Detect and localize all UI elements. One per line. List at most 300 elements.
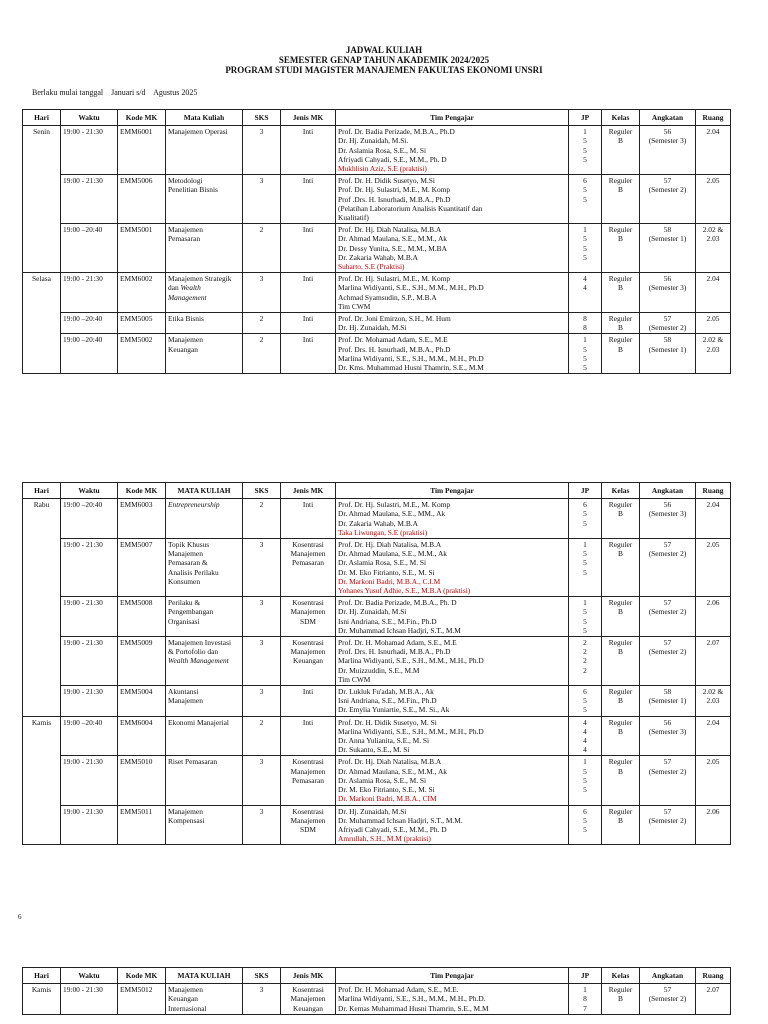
room-cell xyxy=(696,805,731,845)
italic-term: Wealth xyxy=(180,283,201,293)
course-code-cell: EMM5007 xyxy=(118,539,166,597)
room-cell xyxy=(696,224,731,273)
cell-line: 2.03 xyxy=(706,696,720,706)
day-cell: Senin xyxy=(23,126,61,273)
cohort-cell xyxy=(640,334,696,374)
teaching-team-cell xyxy=(336,716,569,756)
table-row xyxy=(23,175,731,224)
cell-line: 5 xyxy=(583,625,587,635)
column-header: Waktu xyxy=(61,110,118,126)
cell-line: 6 xyxy=(583,806,587,816)
class-cell xyxy=(602,686,640,717)
lecturer-name: Dr. Markoni Badri, M.B.A., C.I.M xyxy=(338,576,441,586)
cell-line: 2.02 & xyxy=(702,687,724,697)
cell-line: B xyxy=(618,509,623,519)
cell-line: (Semester 1) xyxy=(648,234,687,244)
cell-line: 2.02 & xyxy=(702,335,724,345)
cell-line: Kosentrasi xyxy=(292,985,324,995)
time-cell: 19:00 –20:40 xyxy=(61,499,118,539)
table-header-row xyxy=(23,483,731,499)
jp-cell xyxy=(569,686,602,717)
column-header: Hari xyxy=(23,110,61,126)
time-cell: 19:00 –20:40 xyxy=(61,224,118,273)
day-cell: Kamis xyxy=(23,716,61,845)
lecturer-name: Isni Andriana, S.E., M.Fin., Ph.D xyxy=(338,616,437,626)
course-name-line: Manajemen xyxy=(168,806,203,816)
cell-line: SDM xyxy=(299,616,317,626)
time-cell: 19:00 - 21:30 xyxy=(61,273,118,313)
column-header: JP xyxy=(569,110,602,126)
cell-line: 6 xyxy=(583,687,587,697)
jp-cell xyxy=(569,597,602,637)
cell-line: 2 xyxy=(583,638,587,648)
cell-line: 4 xyxy=(583,736,587,746)
lecturer-name: Prof. Dr. Hj. Sulastri, M.E., M. Komp xyxy=(338,274,451,284)
cohort-cell xyxy=(640,175,696,224)
cell-line: Keuangan xyxy=(293,656,323,666)
course-name-line: Ekonomi Manajerial xyxy=(168,717,229,727)
cell-line: 2.05 xyxy=(706,314,720,324)
cell-line: Manajemen xyxy=(290,647,326,657)
cell-line: 4 xyxy=(583,745,587,755)
course-type-cell xyxy=(281,637,336,686)
cell-line: (Semester 3) xyxy=(648,136,687,146)
sks-cell: 3 xyxy=(243,539,281,597)
cell-line: B xyxy=(618,323,623,333)
cell-line: B xyxy=(618,607,623,617)
course-type-cell xyxy=(281,756,336,805)
cell-line: B xyxy=(618,136,623,146)
sks-cell: 3 xyxy=(243,597,281,637)
cell-line: 58 xyxy=(663,225,672,235)
cell-line: Kosentrasi xyxy=(292,757,324,767)
cell-line: 8 xyxy=(583,994,587,1004)
cohort-cell xyxy=(640,539,696,597)
time-cell: 19:00 –20:40 xyxy=(61,334,118,374)
teaching-team-cell xyxy=(336,273,569,313)
lecturer-name: Prof. Dr. H. Mohamad Adam, S.E., M.E xyxy=(338,638,457,648)
lecturer-name: Dr. Anna Yulianita, S.E., M. Si xyxy=(338,736,430,746)
cell-line: (Semester 1) xyxy=(648,344,687,354)
class-cell xyxy=(602,273,640,313)
course-type-cell xyxy=(281,126,336,175)
course-name-cell xyxy=(166,539,243,597)
time-cell: 19:00 –20:40 xyxy=(61,716,118,756)
cell-line: Reguler xyxy=(608,638,633,648)
lecturer-name: (Pelatihan Laboratorium Analisis Kuantitatif dan xyxy=(338,203,483,213)
cell-line: 7 xyxy=(583,1003,587,1013)
course-type-cell xyxy=(281,984,336,1015)
cell-line: 8 xyxy=(583,323,587,333)
course-code-cell: EMM5012 xyxy=(118,984,166,1015)
column-header: Angkatan xyxy=(640,968,696,984)
cohort-cell xyxy=(640,499,696,539)
course-name-line: Riset Pemasaran xyxy=(168,757,218,767)
room-cell xyxy=(696,686,731,717)
lecturer-name: Dr. Ahmad Maulana, S.E., M.M., Ak xyxy=(338,766,448,776)
lecturer-name: Dr. Muhammad Ichsan Hadjri, S.T., M.M xyxy=(338,625,461,635)
cell-line: 57 xyxy=(663,540,672,550)
column-header: MATA KULIAH xyxy=(166,968,243,984)
course-name-line: Internasional xyxy=(168,1003,207,1013)
column-header: Ruang xyxy=(696,483,731,499)
cell-line: 5 xyxy=(583,607,587,617)
cell-line: 2 xyxy=(583,665,587,675)
room-cell xyxy=(696,637,731,686)
lecturer-name: Marlina Widiyanti, S.E., S.H., M.M., M.H., Ph.D. xyxy=(338,994,486,1004)
column-header: MATA KULIAH xyxy=(166,483,243,499)
table-row xyxy=(23,313,731,334)
jp-cell xyxy=(569,313,602,334)
course-type-cell xyxy=(281,805,336,845)
course-code-cell: EMM6002 xyxy=(118,273,166,313)
table-row xyxy=(23,539,731,597)
lecturer-name: Dr. Hj. Zunaidah, M.Si xyxy=(338,323,407,333)
cell-line: 5 xyxy=(583,696,587,706)
column-header: Kode MK xyxy=(118,483,166,499)
doc-subtitle-semester: SEMESTER GENAP TAHUN AKADEMIK 2024/2025 xyxy=(278,55,490,65)
cell-line: Reguler xyxy=(608,314,633,324)
teaching-team-cell xyxy=(336,175,569,224)
cell-line: B xyxy=(618,696,623,706)
lecturer-name: Prof. Dr. Mohamad Adam, S.E., M.E xyxy=(338,335,448,345)
lecturer-name: Yohanes Yusuf Adhie, S.E., M.B.A (praktisi) xyxy=(338,586,471,596)
cell-line: 5 xyxy=(583,363,587,373)
room-cell xyxy=(696,273,731,313)
column-header: Hari xyxy=(23,968,61,984)
lecturer-name: Dr. M. Eko Fitrianto, S.E., M. Si xyxy=(338,567,435,577)
cell-line: 5 xyxy=(583,234,587,244)
cell-line: B xyxy=(618,815,623,825)
teaching-team-cell xyxy=(336,984,569,1015)
cell-line: Inti xyxy=(302,500,314,510)
jp-cell xyxy=(569,984,602,1015)
cell-line: Reguler xyxy=(608,500,633,510)
cohort-cell xyxy=(640,597,696,637)
course-name-cell xyxy=(166,597,243,637)
table-row xyxy=(23,637,731,686)
cell-line: Inti xyxy=(302,225,314,235)
time-cell: 19:00 - 21:30 xyxy=(61,637,118,686)
cell-line: 1 xyxy=(583,985,587,995)
cell-line: Kosentrasi xyxy=(292,540,324,550)
cell-line: Kosentrasi xyxy=(292,598,324,608)
course-name-line: Topik Khusus xyxy=(168,540,210,550)
cell-line: (Semester 3) xyxy=(648,509,687,519)
cell-line: Reguler xyxy=(608,985,633,995)
column-header: Waktu xyxy=(61,968,118,984)
jp-cell xyxy=(569,539,602,597)
course-name-line: Penelitian Bisnis xyxy=(168,185,218,195)
room-cell xyxy=(696,597,731,637)
time-cell: 19:00 - 21:30 xyxy=(61,175,118,224)
lecturer-name: Prof. Dr. Hj. Diah Natalisa, M.B.A xyxy=(338,757,442,767)
course-name-cell xyxy=(166,334,243,374)
italic-term: Management xyxy=(168,292,207,302)
course-name-line xyxy=(168,293,240,302)
course-type-cell xyxy=(281,597,336,637)
table-row xyxy=(23,984,731,1015)
course-name-line: Analisis Perilaku xyxy=(168,567,219,577)
jp-cell xyxy=(569,716,602,756)
sks-cell: 2 xyxy=(243,334,281,374)
course-name-line: Keuangan xyxy=(168,344,198,354)
course-name-line: Manajemen Operasi xyxy=(168,127,228,137)
class-cell xyxy=(602,637,640,686)
class-cell xyxy=(602,126,640,175)
lecturer-name: Afriyadi Cahyadi, S.E., M.M., Ph. D xyxy=(338,824,447,834)
cell-line: Manajemen xyxy=(290,994,326,1004)
course-type-cell xyxy=(281,686,336,717)
lecturer-name: Achmad Syamsudin, S.P., M.B.A xyxy=(338,292,437,302)
cell-line: 58 xyxy=(663,687,672,697)
cell-line: Reguler xyxy=(608,687,633,697)
course-name-line xyxy=(168,500,240,509)
day-cell: Selasa xyxy=(23,273,61,374)
lecturer-name: Taka Liwungan, S.E (praktisi) xyxy=(338,527,428,537)
cell-line: 5 xyxy=(583,145,587,155)
course-code-cell: EMM5002 xyxy=(118,334,166,374)
course-name-cell xyxy=(166,126,243,175)
cohort-cell xyxy=(640,756,696,805)
cell-line: Reguler xyxy=(608,598,633,608)
course-type-cell xyxy=(281,273,336,313)
cell-line: (Semester 2) xyxy=(648,549,687,559)
teaching-team-cell xyxy=(336,539,569,597)
cell-line: 1 xyxy=(583,127,587,137)
cohort-cell xyxy=(640,273,696,313)
lecturer-name: Dr. Aslamia Rosa, S.E., M. Si xyxy=(338,775,427,785)
cell-line: Manajemen xyxy=(290,607,326,617)
cell-line: 2.07 xyxy=(706,638,720,648)
column-header: Ruang xyxy=(696,968,731,984)
course-name-cell xyxy=(166,686,243,717)
column-header: Angkatan xyxy=(640,110,696,126)
column-header: Tim Pengajar xyxy=(336,110,569,126)
cell-line: (Semester 2) xyxy=(648,607,687,617)
column-header: SKS xyxy=(243,110,281,126)
cell-line: 5 xyxy=(583,185,587,195)
jp-cell xyxy=(569,175,602,224)
lecturer-name: Dr. Kms. Muhammad Husni Thamrin, S.E., M.M xyxy=(338,363,484,373)
cell-line: Manajemen xyxy=(290,549,326,559)
column-header: Kelas xyxy=(602,110,640,126)
teaching-team-cell xyxy=(336,313,569,334)
cell-line: (Semester 2) xyxy=(648,766,687,776)
course-name-line: Keuangan xyxy=(168,994,198,1004)
sks-cell: 3 xyxy=(243,126,281,175)
cohort-cell xyxy=(640,637,696,686)
course-name-line: Pemasaran xyxy=(168,234,201,244)
lecturer-name: Tim CWM xyxy=(338,301,371,311)
cell-line: 4 xyxy=(583,283,587,293)
class-cell xyxy=(602,756,640,805)
cell-line: 2 xyxy=(583,656,587,666)
course-name-line: & Portofolio dan xyxy=(168,647,219,657)
sks-cell: 3 xyxy=(243,175,281,224)
cell-line: 1 xyxy=(583,335,587,345)
cell-line: 56 xyxy=(663,274,672,284)
class-cell xyxy=(602,334,640,374)
lecturer-name: Dr. Dessy Yunita, S.E., M.M., M.BA xyxy=(338,243,447,253)
cell-line: Inti xyxy=(302,314,314,324)
jp-cell xyxy=(569,126,602,175)
column-header: Kelas xyxy=(602,483,640,499)
cell-line: 4 xyxy=(583,726,587,736)
doc-title: JADWAL KULIAH xyxy=(345,45,423,55)
cell-line: Keuangan xyxy=(293,1003,323,1013)
sks-cell: 2 xyxy=(243,224,281,273)
cell-line: Inti xyxy=(302,717,314,727)
course-type-cell xyxy=(281,313,336,334)
cell-line: 5 xyxy=(583,252,587,262)
cell-line: 1 xyxy=(583,598,587,608)
course-name-line: Manajemen xyxy=(168,549,203,559)
cell-line: B xyxy=(618,185,623,195)
cell-line: (Semester 3) xyxy=(648,283,687,293)
lecturer-name: Prof. Dr. Hj. Diah Natalisa, M.B.A xyxy=(338,540,442,550)
cell-line: 5 xyxy=(583,136,587,146)
schedule-table-3 xyxy=(22,967,731,1015)
column-header: Kode MK xyxy=(118,110,166,126)
course-name-cell xyxy=(166,224,243,273)
cell-line: 5 xyxy=(583,775,587,785)
room-cell xyxy=(696,716,731,756)
lecturer-name: Prof. Dr. Hj. Sulastri, M.E., M. Komp xyxy=(338,500,451,510)
column-header: Ruang xyxy=(696,110,731,126)
lecturer-name: Dr. Ahmad Maulana, S.E., MM., Ak xyxy=(338,509,446,519)
lecturer-name: Dr. Hj. Zunaidah, M.Si. xyxy=(338,136,409,146)
cell-line: 2.04 xyxy=(706,500,720,510)
course-name-line: Manajemen Investasi xyxy=(168,638,232,648)
class-cell xyxy=(602,539,640,597)
cell-line: B xyxy=(618,647,623,657)
course-name-cell xyxy=(166,313,243,334)
lecturer-name: Dr. Lukluk Fu'adah, M.B.A., Ak xyxy=(338,687,434,697)
jp-cell xyxy=(569,637,602,686)
table-row xyxy=(23,224,731,273)
cell-line: Pemasaran xyxy=(291,775,324,785)
teaching-team-cell xyxy=(336,637,569,686)
class-cell xyxy=(602,313,640,334)
cell-line: 57 xyxy=(663,314,672,324)
cell-line: 5 xyxy=(583,824,587,834)
sks-cell: 3 xyxy=(243,984,281,1015)
course-name-cell xyxy=(166,273,243,313)
day-cell: Kamis xyxy=(23,984,61,1015)
course-name-line: Manajemen Strategik xyxy=(168,274,232,284)
cell-line: Inti xyxy=(302,687,314,697)
cell-line: B xyxy=(618,344,623,354)
lecturer-name: Marlina Widiyanti, S.E., S.H., M.M., M.H., Ph.D xyxy=(338,283,484,293)
course-name-line: Akuntansi xyxy=(168,687,199,697)
cell-line: 1 xyxy=(583,540,587,550)
cell-line: 2.05 xyxy=(706,176,720,186)
course-name-line: Manajemen xyxy=(168,696,203,706)
cell-line: 1 xyxy=(583,225,587,235)
cohort-cell xyxy=(640,716,696,756)
column-header: Jenis MK xyxy=(281,968,336,984)
course-name-line xyxy=(168,656,240,665)
course-name-cell xyxy=(166,499,243,539)
cell-line: 2.06 xyxy=(706,806,720,816)
cell-line: SDM xyxy=(299,824,317,834)
class-cell xyxy=(602,499,640,539)
cell-line: 56 xyxy=(663,717,672,727)
course-name-cell xyxy=(166,637,243,686)
course-code-cell: EMM5004 xyxy=(118,686,166,717)
lecturer-name: Marlina Widiyanti, S.E., S.H., M.M., M.H., Ph.D xyxy=(338,656,484,666)
table-row xyxy=(23,756,731,805)
time-cell: 19:00 - 21:30 xyxy=(61,539,118,597)
cell-line: Reguler xyxy=(608,127,633,137)
lecturer-name: Prof. Dr. H. Didik Susetyo, M. Si xyxy=(338,717,437,727)
lecturer-name: Mukhlisin Aziz, S.E (praktisi) xyxy=(338,164,427,174)
column-header: Kode MK xyxy=(118,968,166,984)
sks-cell: 2 xyxy=(243,313,281,334)
cell-line: 2.04 xyxy=(706,274,720,284)
course-code-cell: EMM5006 xyxy=(118,175,166,224)
lecturer-name: Tim CWM xyxy=(338,674,371,684)
lecturer-name: Prof .Drs. H. Isnurhadi, M.B.A., Ph.D xyxy=(338,194,451,204)
cell-line: (Semester 1) xyxy=(648,696,687,706)
room-cell xyxy=(696,126,731,175)
table-row xyxy=(23,716,731,756)
cell-line: B xyxy=(618,994,623,1004)
cell-line: 5 xyxy=(583,353,587,363)
lecturer-name: Dr. Hj. Zunaidah, M.Si xyxy=(338,607,407,617)
room-cell xyxy=(696,334,731,374)
cohort-cell xyxy=(640,686,696,717)
lecturer-name: Afriyadi Cahyadi, S.E., M.M., Ph. D xyxy=(338,154,447,164)
time-cell: 19:00 - 21:30 xyxy=(61,805,118,845)
cell-line: 5 xyxy=(583,194,587,204)
cohort-cell xyxy=(640,984,696,1015)
day-cell: Rabu xyxy=(23,499,61,716)
table-row xyxy=(23,273,731,313)
cell-line: 4 xyxy=(583,274,587,284)
table-row xyxy=(23,686,731,717)
room-cell xyxy=(696,756,731,805)
course-type-cell xyxy=(281,716,336,756)
schedule-table-2 xyxy=(22,482,731,845)
course-name-line: Pengembangan xyxy=(168,607,214,617)
time-cell: 19:00 - 21:30 xyxy=(61,126,118,175)
table-header-row xyxy=(23,968,731,984)
cell-line: Inti xyxy=(302,335,314,345)
cell-line: 57 xyxy=(663,806,672,816)
page-number: 6 xyxy=(18,913,22,921)
column-header: Jenis MK xyxy=(281,110,336,126)
cell-line: 56 xyxy=(663,500,672,510)
teaching-team-cell xyxy=(336,686,569,717)
lecturer-name: Prof. Dr. Badia Perizade, M.B.A., Ph.D xyxy=(338,127,455,137)
jp-cell xyxy=(569,756,602,805)
column-header: Jenis MK xyxy=(281,483,336,499)
course-name-cell xyxy=(166,716,243,756)
lecturer-name: Dr. Muizzuddin, S.E., M.M xyxy=(338,665,420,675)
class-cell xyxy=(602,805,640,845)
sks-cell: 3 xyxy=(243,756,281,805)
cell-line: Kosentrasi xyxy=(292,638,324,648)
table-row xyxy=(23,805,731,845)
cell-line: 2.05 xyxy=(706,757,720,767)
course-name-cell xyxy=(166,175,243,224)
column-header: Hari xyxy=(23,483,61,499)
lecturer-name: Suharto, S.E (Praktisi) xyxy=(338,262,405,272)
cell-line: 57 xyxy=(663,598,672,608)
course-name-line: dan Wealth xyxy=(168,283,201,293)
